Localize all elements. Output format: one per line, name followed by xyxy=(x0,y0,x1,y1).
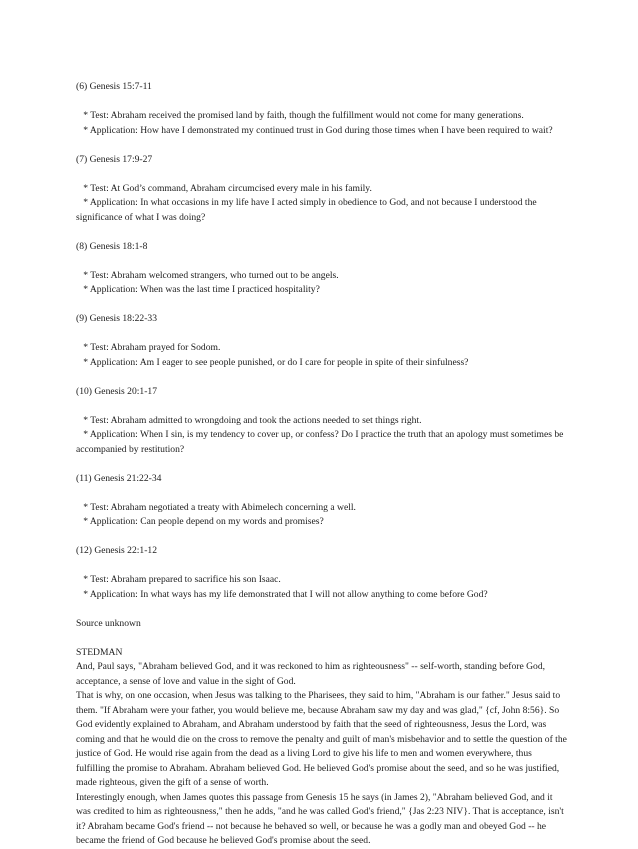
spacer xyxy=(76,602,568,617)
spacer xyxy=(76,254,568,269)
spacer xyxy=(76,138,568,153)
stedman-section xyxy=(76,646,568,849)
spacer xyxy=(76,298,568,313)
section-heading: (10) Genesis 20:1-17 xyxy=(76,385,157,397)
section-6 xyxy=(76,80,568,138)
spacer xyxy=(76,631,568,646)
spacer xyxy=(76,530,568,545)
section-heading: (8) Genesis 18:1-8 xyxy=(76,240,148,252)
stedman-paragraph: And, Paul says, "Abraham believed God, and it was reckoned to him as righteousness" -- self-worth, standing before God, acceptance, a sense of love and value in the sight of God. xyxy=(76,661,546,687)
application-item: * Application: When was the last time I practiced hospitality? xyxy=(76,284,320,295)
source-line: Source unknown xyxy=(76,617,141,629)
section-9 xyxy=(76,312,568,370)
stedman-paragraph: That is why, on one occasion, when Jesus was talking to the Pharisees, they said to him, "Abraham is our father." Jesus said to them. "If Abraham were your father, you would believe me, because Abraham saw my day and was glad," {cf, John 8:56}. So God evidently explained to Abraham, and Abraham understood by faith that the seed of righteousness, Jesus the Lord, was coming and that he would die on the cross to remove the penalty and guilt of man's misbehavior and to settle the question of the justice of God. He would rise again from the dead as a living Lord to give his life to men and women everywhere, thus fulfilling the promise to Abraham. Abraham believed God. He believed God's promise about the seed, and so he was justified, made righteous, given the gift of a sense of worth. xyxy=(76,690,567,788)
spacer xyxy=(76,399,568,414)
test-item: * Test: Abraham welcomed strangers, who turned out to be angels. xyxy=(76,269,339,281)
spacer xyxy=(76,167,568,182)
section-heading: (12) Genesis 22:1-12 xyxy=(76,545,157,556)
section-7 xyxy=(76,153,568,226)
application-item: * Application: How have I demonstrated my continued trust in God during those times when I have been required to wait? xyxy=(76,124,553,136)
section-heading: (6) Genesis 15:7-11 xyxy=(76,81,152,92)
spacer xyxy=(76,95,568,110)
section-11 xyxy=(76,472,568,530)
section-heading: (7) Genesis 17:9-27 xyxy=(76,153,153,165)
spacer xyxy=(76,559,568,574)
test-item: * Test: Abraham prepared to sacrifice his son Isaac. xyxy=(76,574,281,585)
spacer xyxy=(76,486,568,501)
test-item: * Test: Abraham received the promised land by faith, though the fulfillment would not come for many generations. xyxy=(76,110,524,121)
application-item: * Application: Can people depend on my words and promises? xyxy=(76,516,324,527)
section-heading: (9) Genesis 18:22-33 xyxy=(76,313,157,324)
spacer xyxy=(76,457,568,472)
document-page xyxy=(76,80,568,849)
stedman-title: STEDMAN xyxy=(76,646,123,658)
stedman-paragraph: Interestingly enough, when James quotes this passage from Genesis 15 he says (in James 2), "Abraham believed God, and it was credited to him as righteousness," then he adds, "and he was called God's friend," {Jas 2:23 NIV}. That is acceptance, isn't it? Abraham became God's friend -- not because he behaved so well, or because he was a godly man and obeyed God -- he became the friend of God because he believed God's promise about the seed. xyxy=(76,791,564,846)
test-item: * Test: Abraham prayed for Sodom. xyxy=(76,342,221,353)
spacer xyxy=(76,327,568,342)
application-item: * Application: Am I eager to see people punished, or do I care for people in spite of their sinfulness? xyxy=(76,356,469,368)
section-8 xyxy=(76,240,568,298)
spacer xyxy=(76,370,568,385)
spacer xyxy=(76,225,568,240)
section-10 xyxy=(76,385,568,458)
section-heading: (11) Genesis 21:22-34 xyxy=(76,472,162,484)
application-item: * Application: In what occasions in my life have I acted simply in obedience to God, and not because I understood the significance of what I was doing? xyxy=(76,197,537,223)
test-item: * Test: At God’s command, Abraham circumcised every male in his family. xyxy=(76,182,372,194)
application-item: * Application: When I sin, is my tendency to cover up, or confess? Do I practice the truth that an apology must sometimes be accompanied by restitution? xyxy=(76,429,564,455)
application-item: * Application: In what ways has my life demonstrated that I will not allow anything to come before God? xyxy=(76,588,488,600)
section-12 xyxy=(76,544,568,602)
test-item: * Test: Abraham negotiated a treaty with Abimelech concerning a well. xyxy=(76,501,356,513)
test-item: * Test: Abraham admitted to wrongdoing and took the actions needed to set things right. xyxy=(76,414,422,426)
